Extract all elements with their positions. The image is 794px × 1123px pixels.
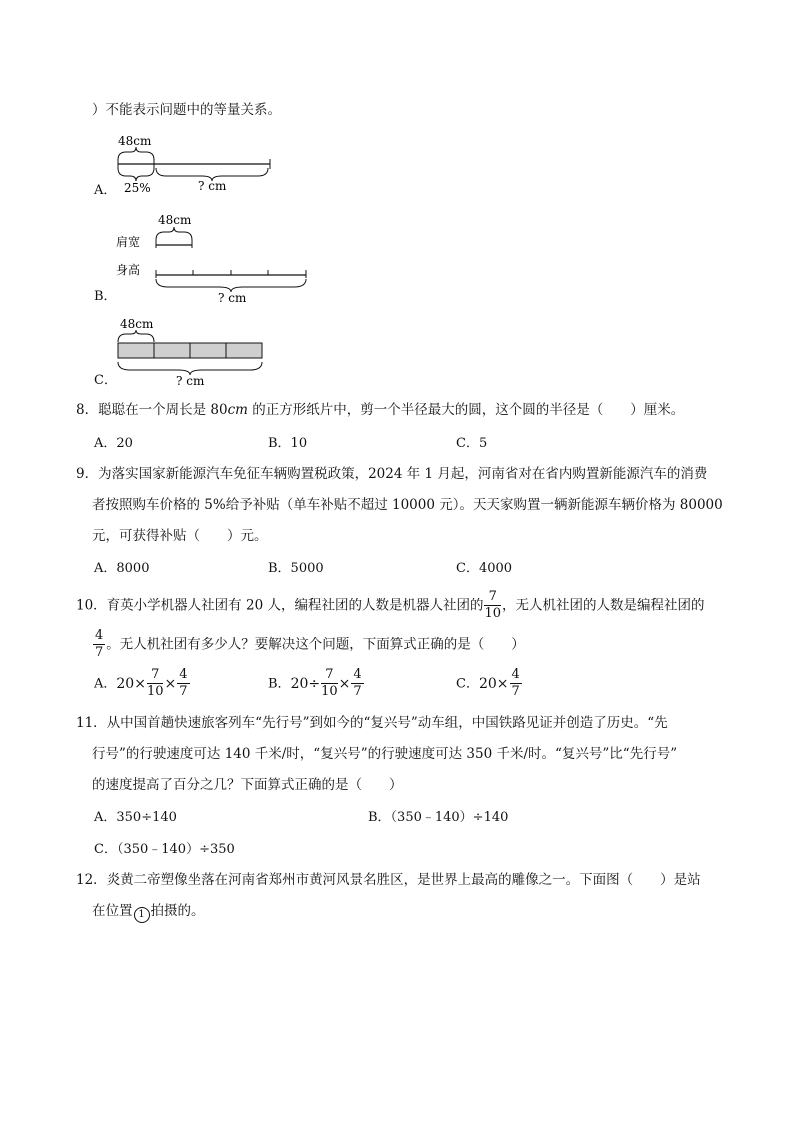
- q7-option-c-diagram: [112, 314, 272, 389]
- q7-c-box-4: [226, 343, 262, 358]
- q10-line-2: [92, 629, 525, 661]
- q7-a-left-brace: [118, 168, 154, 181]
- q9-option-c: C．4000: [456, 561, 513, 576]
- q11-line-1-text: 从中国首趟快速旅客列车“先行号”到如今的“复兴号”动车组，中国铁路见证并创造了历史。“先: [106, 715, 668, 731]
- q7-c-top-brace: [118, 330, 154, 342]
- q7-a-top-brace: [118, 147, 154, 160]
- q9-line-3: 元，可获得补贴（ ）元。: [92, 528, 268, 544]
- q10-a-frac2-den: 7: [179, 684, 188, 700]
- q10-line-1: [76, 590, 705, 622]
- q8-text-b: 的正方形纸片中，剪一个半径最大的圆，这个圆的半径是（ ）厘米。: [247, 402, 685, 418]
- q10-a-frac1-num: 7: [147, 668, 164, 684]
- q12-line-2b: 拍摄的。: [150, 903, 205, 919]
- position-one-circle: 1: [134, 907, 150, 923]
- q11-line-3: 的速度提高了百分之几？下面算式正确的是（ ）: [92, 777, 403, 793]
- q8-stem: [76, 404, 684, 418]
- q10-b-frac1: [321, 668, 338, 700]
- q9-line-1-text: 为落实国家新能源汽车免征车辆购置税政策，2024 年 1 月起，河南省对在省内购置新能源汽车的消费: [98, 466, 708, 482]
- q10-fraction-seven-tenths: [484, 590, 501, 622]
- q9-number: 9．: [76, 466, 99, 482]
- q10-number: 10．: [76, 597, 107, 614]
- q10-b-prefix: 20÷: [290, 675, 321, 692]
- q10-c-frac1: [510, 668, 522, 700]
- q7-c-top-label: 48cm: [120, 317, 154, 331]
- q12-number: 12．: [76, 872, 107, 888]
- q9-option-a: A．8000: [94, 561, 150, 576]
- q7-b-row1-label: 肩宽: [116, 235, 141, 249]
- q10-line-1-end: ，无人机社团的人数是编程社团的: [502, 597, 705, 614]
- q9-option-b: B．5000: [268, 561, 324, 576]
- q7-option-c-letter: C．: [94, 373, 117, 388]
- q10-a-frac1: [147, 668, 164, 700]
- q8-option-b: B．10: [268, 436, 308, 451]
- q10-a-frac1-den: 10: [146, 684, 164, 700]
- q10-c-letter: C．: [456, 676, 479, 692]
- q11-option-b: B．（350﹣140）÷140: [368, 810, 509, 825]
- q7-c-box-2: [154, 343, 190, 358]
- q7-b-top-brace: [156, 227, 192, 240]
- q10-option-a: [94, 668, 191, 700]
- q8-text-a: 聪聪在一个周长是 80: [98, 402, 228, 418]
- q11-line-1: [76, 717, 668, 731]
- q8-number: 8．: [76, 402, 99, 418]
- q7-a-top-label: 48cm: [118, 134, 152, 148]
- q7-c-bottom-label: ? cm: [176, 374, 205, 388]
- q11-option-c: C．（350﹣140）÷350: [94, 842, 235, 857]
- q10-line-1-text: 育英小学机器人社团有 20 人，编程社团的人数是机器人社团的: [106, 597, 484, 614]
- q10-b-frac2-num: 4: [351, 668, 363, 684]
- q10-b-frac2: [351, 668, 363, 700]
- q7-a-bottom-label: ? cm: [198, 179, 227, 193]
- q10-c-prefix: 20×: [478, 675, 509, 692]
- q10-b-letter: B．: [268, 676, 291, 692]
- q10-frac1-num: 7: [484, 590, 501, 606]
- q7-tail-text: ）不能表示问题中的等量关系。: [92, 102, 281, 118]
- q10-b-op: ×: [338, 675, 351, 692]
- q10-b-frac1-num: 7: [321, 668, 338, 684]
- q11-option-a: A．350÷140: [94, 810, 177, 825]
- q7-option-a-letter: A．: [94, 183, 117, 198]
- q7-option-a-diagram: [112, 128, 282, 198]
- q7-c-box-1: [118, 343, 154, 358]
- q10-option-c: [456, 668, 523, 700]
- q10-c-frac1-num: 4: [510, 668, 522, 684]
- q10-frac1-den: 10: [484, 606, 501, 622]
- q12-line-2a: 在位置: [92, 903, 133, 919]
- q12-line-1: [76, 874, 701, 888]
- q10-line-2-text: 。无人机社团有多少人？要解决这个问题，下面算式正确的是（ ）: [106, 636, 525, 653]
- q7-option-b-diagram: [112, 210, 312, 305]
- q11-line-2: 行号”的行驶速度可达 140 千米/时，“复兴号”的行驶速度可达 350 千米/时。“复兴号”比“先行号”: [92, 746, 678, 762]
- q10-a-op: ×: [164, 675, 177, 692]
- q10-b-frac1-den: 10: [321, 684, 338, 700]
- q10-frac2-num: 4: [93, 629, 105, 645]
- q7-b-top-label: 48cm: [158, 213, 192, 227]
- q12-line-1-text: 炎黄二帝塑像坐落在河南省郑州市黄河风景名胜区，是世界上最高的雕像之一。下面图（ ）是站: [106, 872, 701, 888]
- q8-option-a: A．20: [94, 436, 133, 451]
- q7-b-bottom-label: ? cm: [218, 291, 247, 305]
- q7-c-box-3: [190, 343, 226, 358]
- q10-b-frac2-den: 7: [353, 684, 362, 700]
- q10-frac2-den: 7: [95, 645, 104, 661]
- q8-unit: cm: [227, 402, 248, 418]
- q10-a-letter: A．: [94, 676, 117, 692]
- q7-a-percent: 25%: [124, 181, 151, 195]
- q8-option-c: C．5: [456, 436, 488, 451]
- q10-fraction-four-sevenths: [93, 629, 105, 661]
- q10-a-frac2: [177, 668, 189, 700]
- q7-option-b-letter: B．: [94, 289, 117, 304]
- q10-a-frac2-num: 4: [177, 668, 189, 684]
- q7-b-row2-label: 身高: [116, 263, 141, 277]
- q12-line-2: [92, 905, 205, 923]
- q9-line-1: [76, 468, 707, 482]
- q10-c-frac1-den: 7: [511, 684, 520, 700]
- q10-option-b: [268, 668, 365, 700]
- q9-line-2: 者按照购车价格的 5%给予补贴（单车补贴不超过 10000 元）。天天家购置一辆新能源车辆价格为 80000: [92, 497, 723, 513]
- q11-number: 11．: [76, 715, 107, 731]
- q10-a-prefix: 20×: [116, 675, 146, 692]
